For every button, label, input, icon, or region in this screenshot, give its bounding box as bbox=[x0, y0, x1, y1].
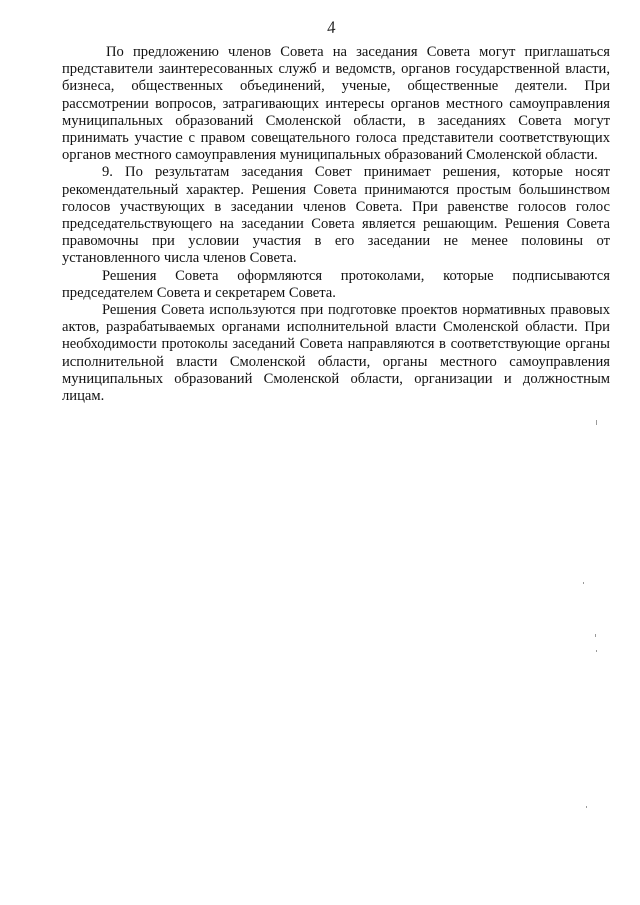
scan-speck bbox=[586, 806, 587, 808]
scan-speck bbox=[596, 650, 597, 652]
paragraph-decisions-item-9: 9. По результатам заседания Совет принимает решения, которые носят рекомендательный характер. Решения Совета принимаются простым большинством голосов участвующих в заседании членов Совета. При равенстве голосов голос председательствующего на заседании Совета является решающим. Решения Совета правомочны при условии участия в его заседании не менее половины от установленного числа членов Совета. bbox=[62, 164, 610, 267]
paragraph-invited-participants: По предложению членов Совета на заседания Совета могут приглашаться представители заинтересованных служб и ведомств, органов государственной власти, бизнеса, общественных объединений, ученые, общественные деятели. При рассмотрении вопросов, затрагивающих интересы органов местного самоуправления муниципальных образований Смоленской области, в заседаниях Совета могут принимать участие с правом совещательного голоса представители соответствующих органов местного самоуправления муниципальных образований Смоленской области. bbox=[62, 44, 610, 164]
paragraph-decisions-usage: Решения Совета используются при подготовке проектов нормативных правовых актов, разрабатываемых органами исполнительной власти Смоленской области. При необходимости протоколы заседаний Совета направляются в соответствующие органы исполнительной власти Смоленской области, органы местного самоуправления муниципальных образований Смоленской области, организации и должностным лицам. bbox=[62, 302, 610, 405]
document-body bbox=[62, 44, 610, 405]
scan-speck bbox=[595, 634, 596, 637]
paragraph-protocols: Решения Совета оформляются протоколами, которые подписываются председателем Совета и секретарем Совета. bbox=[62, 267, 610, 301]
page-number: 4 bbox=[325, 17, 337, 38]
scan-speck bbox=[596, 420, 597, 425]
scan-speck bbox=[583, 582, 584, 584]
